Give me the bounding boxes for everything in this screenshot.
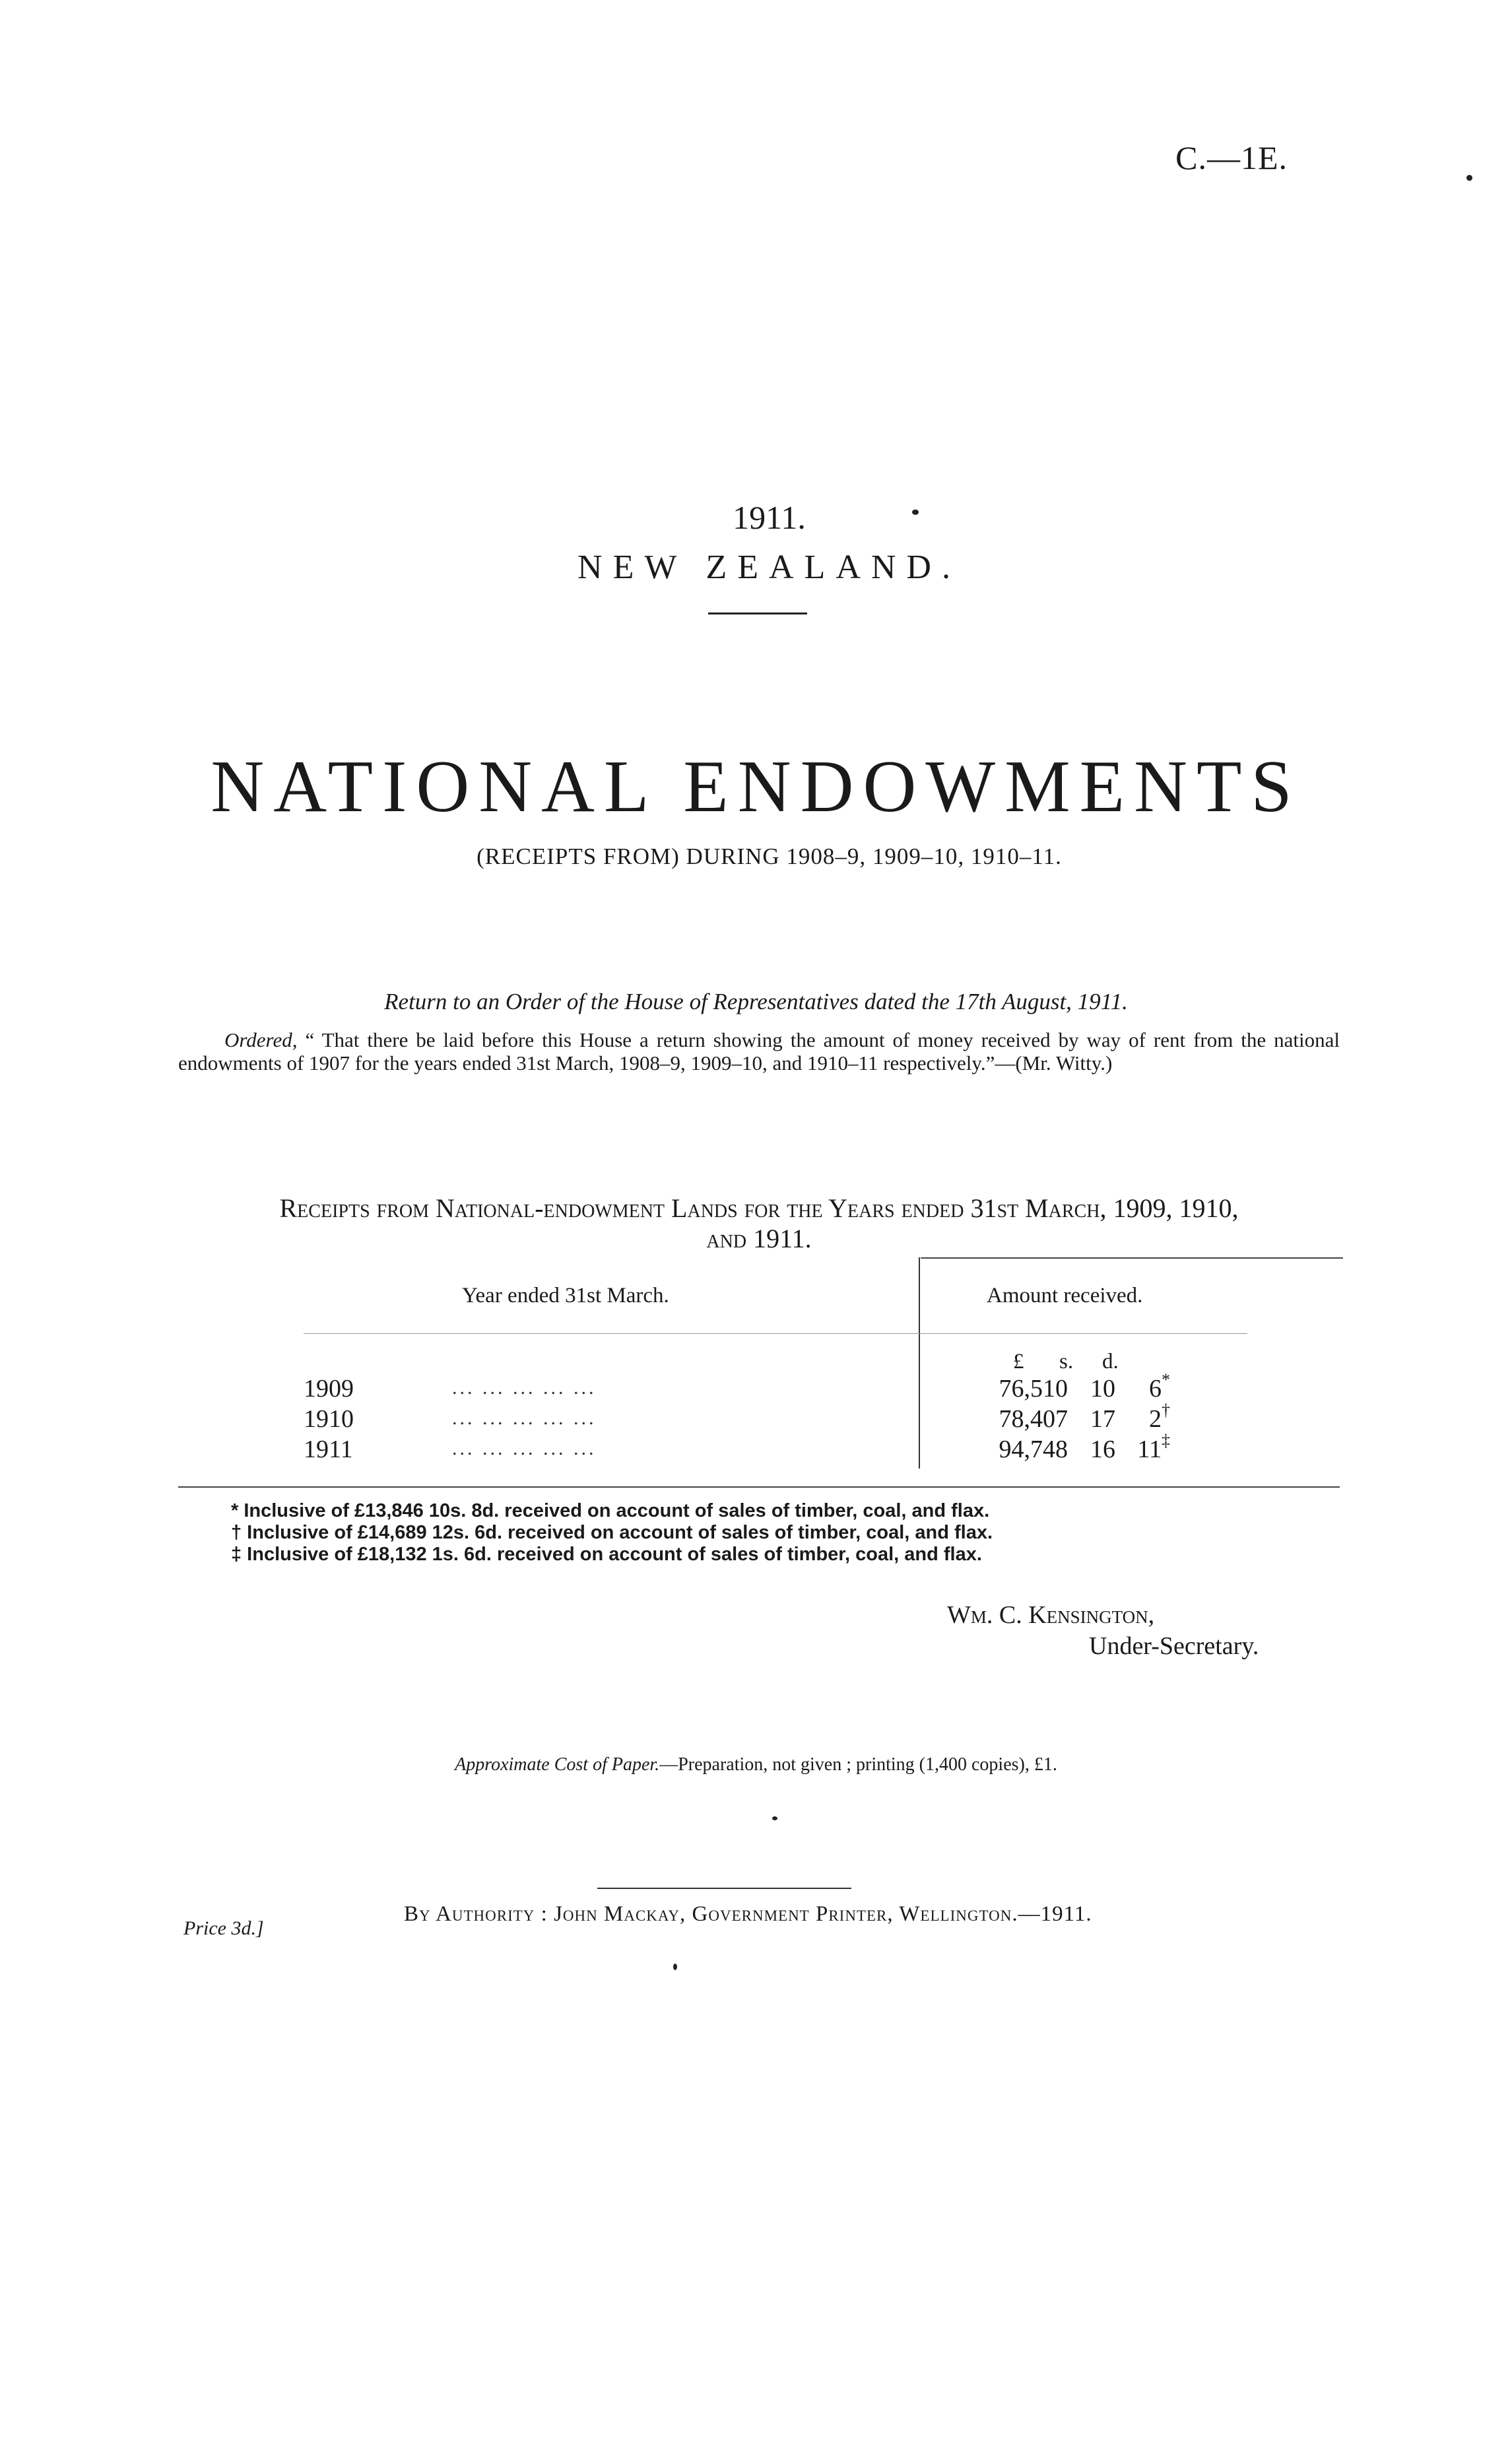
row-pounds: 78,407 bbox=[999, 1405, 1068, 1433]
row-leader-dots: ... ... ... ... ... bbox=[452, 1377, 597, 1399]
speck-mark bbox=[1466, 175, 1472, 181]
row-pence: 11 bbox=[1137, 1436, 1162, 1463]
ordered-paragraph bbox=[178, 1028, 1340, 1075]
document-reference: C.—1E. bbox=[1175, 139, 1288, 176]
speck-mark bbox=[673, 1964, 677, 1970]
printer-authority: By Authority : John Mackay, Government Printer, Wellington.—1911. bbox=[404, 1902, 1092, 1926]
row-footnote-mark: ‡ bbox=[1162, 1431, 1170, 1450]
page-title: NATIONAL ENDOWMENTS bbox=[211, 746, 1301, 828]
row-pounds: 94,748 bbox=[999, 1436, 1068, 1463]
ordered-text: “ That there be laid before this House a return showing the amount of money received by way of rent from the national endowments of 1907 for the years ended 31st March, 1908–9, 1909–10, and 1910–11 respectively.”—(Mr. Witty.) bbox=[178, 1028, 1340, 1075]
header-rule bbox=[304, 1333, 1247, 1334]
column-header-year: Year ended 31st March. bbox=[462, 1284, 669, 1307]
table-top-rule bbox=[921, 1257, 1343, 1259]
row-pence: 6 bbox=[1149, 1375, 1162, 1403]
price-label: Price 3d.] bbox=[183, 1917, 264, 1939]
cost-text: —Preparation, not given ; printing (1,400 copies), £1. bbox=[659, 1754, 1057, 1775]
table-title-line1: Receipts from National-endowment Lands for the Years ended 31st March, 1909, 1910, bbox=[279, 1193, 1239, 1223]
row-shillings: 10 bbox=[1090, 1375, 1115, 1403]
footnote: † Inclusive of £14,689 12s. 6d. received on account of sales of timber, coal, and flax. bbox=[231, 1522, 993, 1543]
ordered-label: Ordered, bbox=[224, 1028, 298, 1051]
row-shillings: 17 bbox=[1090, 1405, 1115, 1433]
imprint-rule bbox=[597, 1888, 851, 1889]
table-title-line2: and 1911. bbox=[706, 1224, 812, 1253]
table-bottom-rule bbox=[178, 1486, 1340, 1488]
document-year: 1911. bbox=[733, 499, 806, 536]
row-year: 1910 bbox=[304, 1405, 354, 1433]
row-footnote-mark: † bbox=[1162, 1401, 1170, 1420]
unit-pence: d. bbox=[1102, 1350, 1119, 1373]
unit-pounds: £ bbox=[1013, 1350, 1024, 1373]
row-shillings: 16 bbox=[1090, 1436, 1115, 1463]
speck-mark bbox=[772, 1816, 777, 1820]
footnote: * Inclusive of £13,846 10s. 8d. received on account of sales of timber, coal, and flax. bbox=[231, 1500, 990, 1521]
cost-label: Approximate Cost of Paper. bbox=[455, 1754, 660, 1775]
signatory-title: Under-Secretary. bbox=[1089, 1632, 1259, 1660]
signatory-name: Wm. C. Kensington, bbox=[947, 1601, 1155, 1629]
cost-line bbox=[0, 1754, 1512, 1775]
row-year: 1909 bbox=[304, 1375, 354, 1403]
title-divider bbox=[708, 612, 807, 614]
table-row bbox=[304, 1431, 1360, 1468]
row-year: 1911 bbox=[304, 1436, 353, 1463]
table-title bbox=[178, 1193, 1340, 1254]
speck-mark bbox=[912, 510, 919, 515]
table-row bbox=[304, 1401, 1360, 1438]
footnotes bbox=[231, 1500, 993, 1566]
unit-shillings: s. bbox=[1059, 1350, 1074, 1373]
row-pence: 2 bbox=[1149, 1405, 1162, 1433]
column-header-amount: Amount received. bbox=[987, 1284, 1143, 1307]
footnote: ‡ Inclusive of £18,132 1s. 6d. received on account of sales of timber, coal, and flax. bbox=[231, 1544, 982, 1565]
page-subtitle: (RECEIPTS FROM) DURING 1908–9, 1909–10, 1910–11. bbox=[477, 844, 1062, 869]
table-row bbox=[304, 1370, 1360, 1407]
row-leader-dots: ... ... ... ... ... bbox=[452, 1438, 597, 1459]
row-leader-dots: ... ... ... ... ... bbox=[452, 1407, 597, 1429]
row-footnote-mark: * bbox=[1162, 1370, 1170, 1389]
return-order-line: Return to an Order of the House of Representatives dated the 17th August, 1911. bbox=[384, 989, 1128, 1014]
row-pounds: 76,510 bbox=[999, 1375, 1068, 1403]
country-heading: NEW ZEALAND. bbox=[577, 548, 961, 586]
